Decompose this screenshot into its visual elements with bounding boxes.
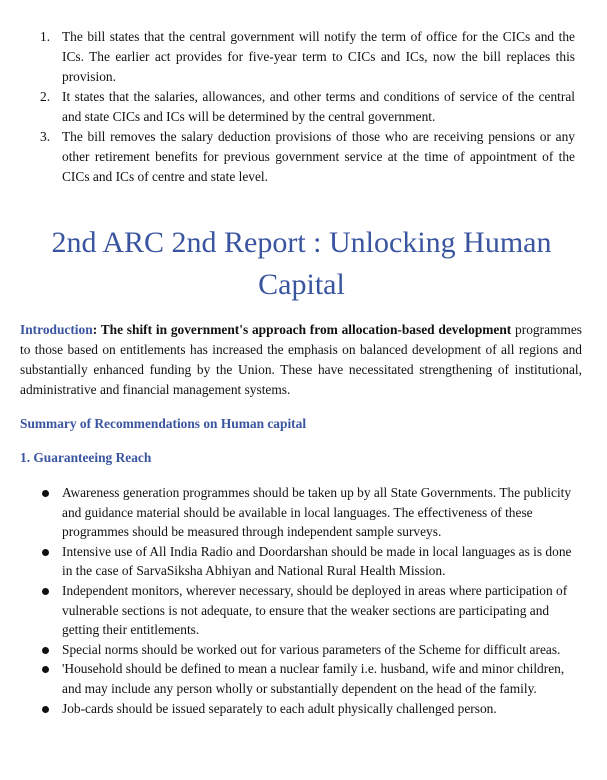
item-text: The bill removes the salary deduction provisions of those who are receiving pensions or any other retirement benefits for previous government service at the time of appointment of the CICs and ICs of centre and state level. [62,129,575,184]
list-item-text: Job-cards should be issued separately to each adult physically challenged person. [62,700,497,716]
summary-heading: Summary of Recommendations on Human capital [20,416,307,431]
list-item [40,659,580,698]
section-heading: 1. Guaranteeing Reach [20,450,152,465]
list-item-text: Special norms should be worked out for various parameters of the Scheme for difficult areas. [62,641,561,657]
numbered-item [37,27,575,87]
list-item-text: 'Household should be defined to mean a nuclear family i.e. husband, wife and minor children, and may include any person wholly or substantially dependent on the head of the family. [62,661,565,696]
numbered-item [37,127,575,187]
bullet-icon [42,666,49,673]
list-item [40,640,580,660]
page-title: 2nd ARC 2nd Report : Unlocking Human Capital [51,226,552,301]
list-item-text: Awareness generation programmes should be taken up by all State Governments. The publicity and guidance material should be available in local languages. The effectiveness of these programmes should be measured through independent sample surveys. [62,485,572,540]
intro-colon: : [92,322,98,337]
item-number: 3. [40,129,51,144]
list-item [40,581,580,640]
recommendations-list [40,483,580,718]
bullet-icon [42,549,49,556]
bullet-icon [42,706,49,713]
numbered-item [37,87,575,127]
list-item [40,542,580,581]
list-item-text: Intensive use of All India Radio and Doordarshan should be made in local languages as is done in the case of SarvaSiksha Abhiyan and National Rural Health Mission. [62,543,572,579]
item-text: The bill states that the central government will notify the term of office for the CICs and the ICs. The earlier act provides for five-year term to CICs and ICs, now the bill replaces this provision. [62,29,575,84]
intro-lead-text: The shift in government's approach from allocation-based development [97,322,512,337]
item-number: 2. [40,89,51,104]
bullet-icon [42,647,49,654]
item-text: It states that the salaries, allowances, and other terms and conditions of service of the central and state CICs and ICs will be determined by the central government. [62,89,575,124]
intro-body-text: programmes to those based on entitlements has increased the emphasis on balanced development of all regions and substantially enhanced funding by the Union. These have necessitated strengthening of institutional, administrative and financial management systems. [20,322,582,397]
list-item [40,483,580,542]
bullet-icon [42,490,49,497]
intro-paragraph [20,320,582,400]
intro-label: Introduction [20,322,93,337]
list-item-text: Independent monitors, wherever necessary, should be deployed in areas where participation of vulnerable sections is not adequate, to ensure that the weaker sections are participating and getting their entitlements. [62,582,568,638]
item-number: 1. [40,29,51,44]
list-item [40,699,580,719]
numbered-list [37,27,575,187]
bullet-icon [42,588,49,595]
